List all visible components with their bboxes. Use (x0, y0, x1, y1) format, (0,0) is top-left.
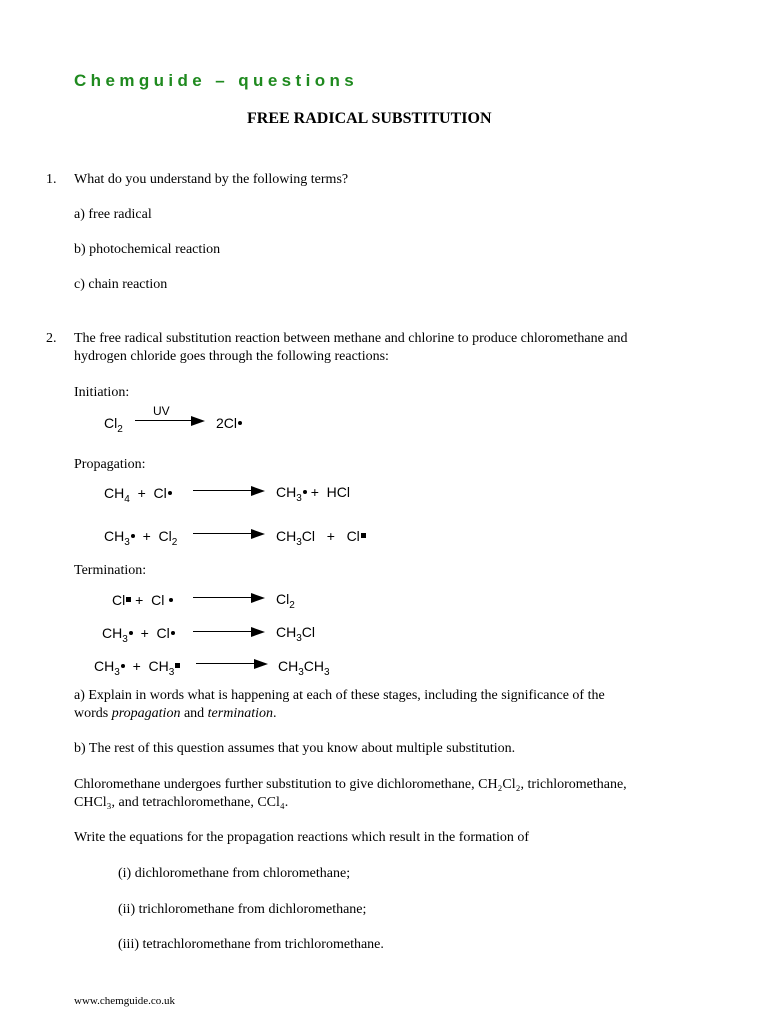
radical-dot-icon (361, 533, 366, 538)
termination-3-product: $CH_3CH_3$ (278, 658, 330, 678)
question-1a: a) free radical (74, 207, 152, 222)
radical-dot-icon (303, 490, 307, 494)
propagation-1-reactants: $CH_4 + Cl$ (104, 485, 172, 502)
radical-dot-icon (129, 631, 133, 635)
page-title: FREE RADICAL SUBSTITUTION (247, 110, 492, 127)
termination-1-reactants: Cl + Cl (112, 592, 173, 609)
propagation-1-products: $CH_3$ + HCl (276, 484, 350, 504)
question-2a-line-2: words propagation and termination. (74, 706, 277, 721)
footer-url: www.chemguide.co.uk (74, 995, 176, 1007)
termination-label: Termination: (74, 563, 147, 578)
propagation-2-products: $CH_3Cl$ + Cl (276, 528, 366, 545)
radical-dot-icon (175, 663, 180, 668)
radical-dot-icon (121, 664, 125, 668)
question-2a-line-1: a) Explain in words what is happening at each of these stages, including the significance of the (74, 688, 605, 703)
termination-2-reactants: $CH_3 + Cl$ (102, 625, 175, 642)
question-1c: c) chain reaction (74, 277, 168, 292)
question-1b: b) photochemical reaction (74, 242, 221, 257)
question-1-number: 1. (46, 172, 57, 187)
write-equations-instruction: Write the equations for the propagation reactions which result in the formation of (74, 830, 530, 845)
termination-1-arrow (193, 592, 265, 604)
chloromethane-line-2: CHCl₃, and tetrachloromethane, CCl₄. (74, 795, 289, 810)
question-2-line-1: The free radical substitution reaction between methane and chlorine to produce chloromethane and (74, 331, 628, 346)
propagation-label: Propagation: (74, 457, 146, 472)
question-2-number: 2. (46, 331, 57, 346)
uv-label: UV (153, 404, 170, 418)
brand-heading: Chemguide – questions (74, 71, 359, 90)
termination-2-product: $CH_3Cl$ (276, 624, 316, 644)
radical-dot-icon (168, 491, 172, 495)
initiation-arrow (135, 415, 205, 427)
radical-dot-icon (169, 598, 173, 602)
question-1-text: What do you understand by the following terms? (74, 172, 349, 187)
radical-dot-icon (171, 631, 175, 635)
initiation-product: 2Cl (216, 415, 242, 432)
question-2-line-2: hydrogen chloride goes through the following reactions: (74, 349, 389, 364)
question-2b: b) The rest of this question assumes that you know about multiple substitution. (74, 741, 516, 756)
sub-question-i: (i) dichloromethane from chloromethane; (118, 866, 351, 881)
initiation-reactant: $Cl_2$ (104, 415, 123, 435)
propagation-1-arrow (193, 485, 265, 497)
propagation-2-arrow (193, 528, 265, 540)
termination-1-product: $Cl_2$ (276, 591, 295, 611)
radical-dot-icon (131, 534, 135, 538)
propagation-2-reactants: $CH_3 + Cl_2$ (104, 528, 178, 548)
termination-3-reactants: $CH_3 + CH_3$ (94, 658, 180, 675)
termination-2-arrow (193, 626, 265, 638)
termination-3-arrow (196, 658, 268, 670)
sub-question-ii: (ii) trichloromethane from dichloromethane; (118, 902, 367, 917)
initiation-label: Initiation: (74, 385, 130, 400)
radical-dot-icon (238, 421, 242, 425)
radical-dot-icon (126, 597, 131, 602)
chloromethane-line-1: Chloromethane undergoes further substitution to give dichloromethane, CH₂Cl₂, trichloromethane, (74, 777, 627, 792)
sub-question-iii: (iii) tetrachloromethane from trichloromethane. (118, 937, 384, 952)
